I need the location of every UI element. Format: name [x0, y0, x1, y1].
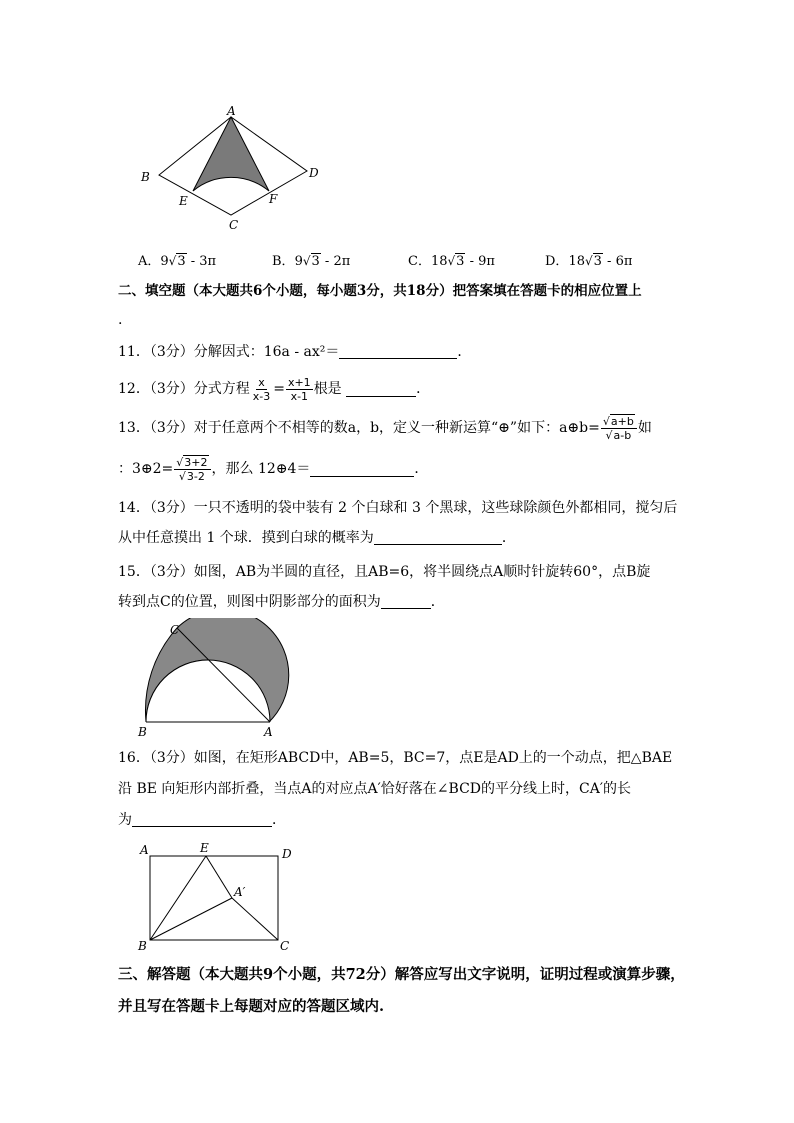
q13-answer-blank[interactable]	[310, 461, 414, 477]
q16-figure	[134, 840, 304, 952]
q15-answer-blank[interactable]	[381, 593, 431, 609]
q15-label-a: A	[264, 725, 273, 739]
q10-label-b: B	[141, 170, 150, 184]
q15-label-b: B	[138, 725, 147, 739]
q13-line2: ：3⊕2= $\frac{√3+2}{√3-2}$ ，那么 12⊕4＝ ．	[118, 455, 429, 483]
section3-title-line1: 三、解答题（本大题共9个小题，共72分）解答应写出文字说明，证明过程或演算步骤，	[118, 966, 685, 983]
q15-line2: 转到点C的位置，则图中阴影部分的面积为 ．	[118, 594, 445, 610]
q10-label-d: D	[309, 166, 319, 180]
q16-line1: 16．（3分）如图，在矩形ABCD中，AB=5，BC=7，点E是AD上的一个动点，把△BAE	[118, 750, 673, 766]
q15-line1: 15．（3分）如图，AB为半圆的直径，且AB=6，将半圆绕点A顺时针旋转60°，点B旋	[118, 564, 651, 580]
q10-option-d: D．18√3 - 6π	[545, 254, 633, 269]
q16-segment-ea1	[206, 856, 232, 898]
q14-line1: 14．（3分）一只不透明的袋中装有 2 个白球和 3 个黑球，这些球除颜色外都相同，搅匀后	[118, 500, 678, 516]
q10-option-c: C．18√3 - 9π	[408, 254, 495, 269]
q10-label-e: E	[179, 194, 188, 208]
q10-label-f: F	[269, 192, 278, 206]
q16-line2: 沿 BE 向矩形内部折叠，当点A的对应点A′恰好落在∠BCD的平分线上时，CA′的长	[118, 781, 632, 797]
q12-answer-blank[interactable]	[346, 381, 416, 397]
q10-label-a: A	[227, 105, 236, 118]
q10-option-a: A．9√3 - 3π	[138, 254, 217, 269]
q12-fraction-1: $\frac{x}{x-3}$	[252, 375, 271, 403]
q13-fraction: $\frac{√a+b}{√a-b}$	[601, 415, 637, 442]
q13-example-fraction: $\frac{√3+2}{√3-2}$	[174, 456, 210, 483]
q16-answer-blank[interactable]	[132, 811, 272, 827]
q14-answer-blank[interactable]	[374, 529, 502, 545]
q10-figure	[135, 105, 335, 235]
q11: 11．（3分）分解因式：16a - ax²＝ ．	[118, 344, 472, 360]
q16-label-d: D	[282, 847, 292, 861]
q11-answer-blank[interactable]	[339, 343, 457, 359]
q16-label-b: B	[138, 939, 147, 952]
q10-shaded-region	[193, 117, 269, 191]
q16-label-a1: A′	[234, 885, 246, 899]
q16-segment-ca1	[232, 898, 278, 940]
q10-label-c: C	[229, 218, 239, 232]
section3-title-line2: 并且写在答题卡上每题对应的答题区域内.	[118, 998, 385, 1015]
q15-label-c: C	[170, 623, 180, 637]
q16-line3: 为 ．	[118, 812, 286, 828]
q10-option-b: B．9√3 - 2π	[272, 254, 351, 269]
q15-figure	[132, 618, 302, 743]
q16-label-e: E	[200, 841, 209, 855]
q13-line1: 13．（3分）对于任意两个不相等的数a，b，定义一种新运算“⊕”如下：a⊕b= $\frac{√a+b}{√a-b}$ 如	[118, 414, 652, 442]
q16-segment-be	[150, 856, 206, 940]
q12: 12．（3分）分式方程 $\frac{x}{x-3}$ = $\frac{x+1}{x-1}$ 根是 ．	[118, 375, 431, 403]
section2-dot: .	[118, 312, 123, 328]
q12-fraction-2: $\frac{x+1}{x-1}$	[287, 375, 311, 403]
q16-segment-ba1	[150, 898, 232, 940]
q14-line2: 从中任意摸出 1 个球．摸到白球的概率为 ．	[118, 530, 516, 546]
q16-label-a: A	[140, 843, 149, 857]
q16-label-c: C	[280, 939, 290, 952]
section2-title: 二、填空题（本大题共6个小题，每小题3分，共18分）把答案填在答题卡的相应位置上	[118, 283, 642, 299]
